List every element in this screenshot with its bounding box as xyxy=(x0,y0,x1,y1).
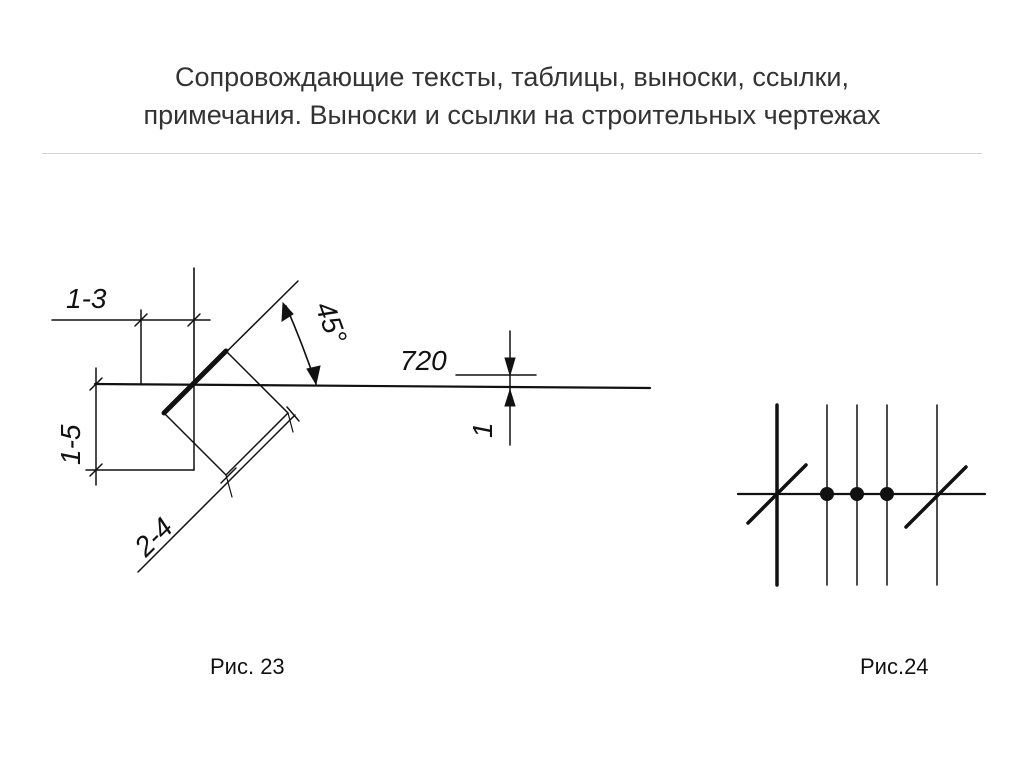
figure-23-caption: Рис. 23 xyxy=(210,654,285,679)
label-1-5: 1-5 xyxy=(55,424,86,465)
figure-24 xyxy=(738,405,985,585)
fig24-dot-2 xyxy=(850,487,864,501)
slide-title-line-2: примечания. Выноски и ссылки на строительных чертежах xyxy=(143,100,881,130)
diagonal-line-upper xyxy=(194,281,298,384)
fig24-dot-3 xyxy=(880,487,894,501)
label-1-3: 1-3 xyxy=(66,283,107,314)
label-2-4: 2-4 xyxy=(128,511,179,563)
fig24-slash-right xyxy=(906,467,966,527)
angle-arrow-bottom xyxy=(307,366,320,384)
label-1: 1 xyxy=(467,422,498,438)
label-720: 720 xyxy=(400,345,447,376)
slide-title-line-1: Сопровождающие тексты, таблицы, выноски, ссылки, xyxy=(175,62,849,92)
fig24-dot-1 xyxy=(820,487,834,501)
dim-1-arrow-down xyxy=(505,358,515,375)
main-horizontal-line xyxy=(95,384,650,388)
dim-2-4-witness-b xyxy=(288,413,293,432)
figure-24-caption: Рис.24 xyxy=(860,654,929,679)
label-45-deg: 45° xyxy=(309,297,353,348)
dim-1-arrow-up xyxy=(505,390,515,406)
rotated-square xyxy=(164,351,288,475)
